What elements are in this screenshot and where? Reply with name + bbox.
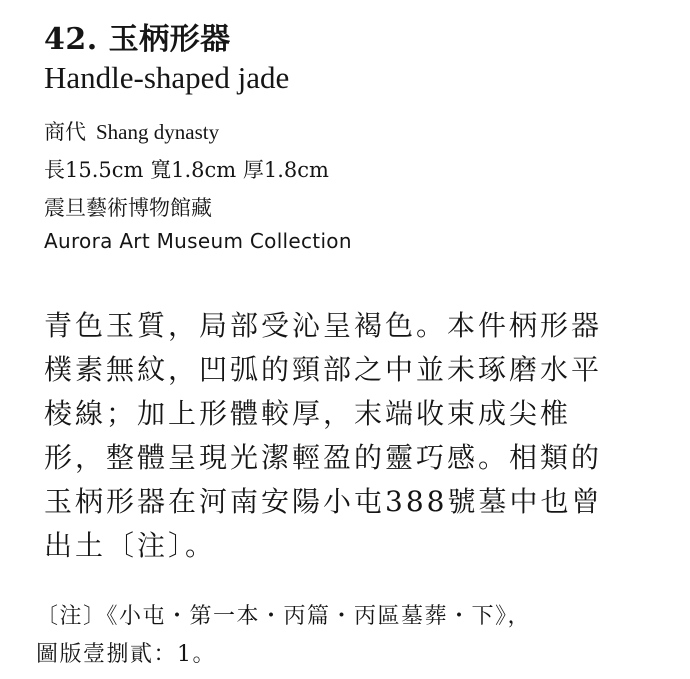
dynasty-en: Shang dynasty [96,120,220,144]
museum-en: Aurora Art Museum Collection [44,229,352,253]
description-line: 玉柄形器在河南安陽小屯388號墓中也曾 [44,485,603,518]
description-line: 出土〔注〕。 [44,529,217,562]
footnote-line: 圖版壹捌貳：1。 [36,642,216,667]
footnote [36,598,676,674]
dynasty-line [44,116,219,146]
entry-title: 42. 玉柄形器 [44,22,231,57]
description-paragraph [44,304,664,568]
dimensions-line: 長15.5cm 寬1.8cm 厚1.8cm [44,158,329,182]
footnote-line: 〔注〕《小屯・第一本・丙篇・丙區墓葬・下》， [36,604,532,629]
description-line: 形，整體呈現光潔輕盈的靈巧感。相類的 [44,441,603,474]
description-line: 青色玉質，局部受沁呈褐色。本件柄形器 [44,309,603,342]
dynasty-zh: 商代 [44,120,86,144]
description-line: 樸素無紋，凹弧的頸部之中並未琢磨水平 [44,353,603,386]
entry-subtitle: Handle-shaped jade [44,60,290,95]
museum-zh: 震旦藝術博物館藏 [44,196,212,220]
description-line: 棱線；加上形體較厚，末端收束成尖椎 [44,397,572,430]
